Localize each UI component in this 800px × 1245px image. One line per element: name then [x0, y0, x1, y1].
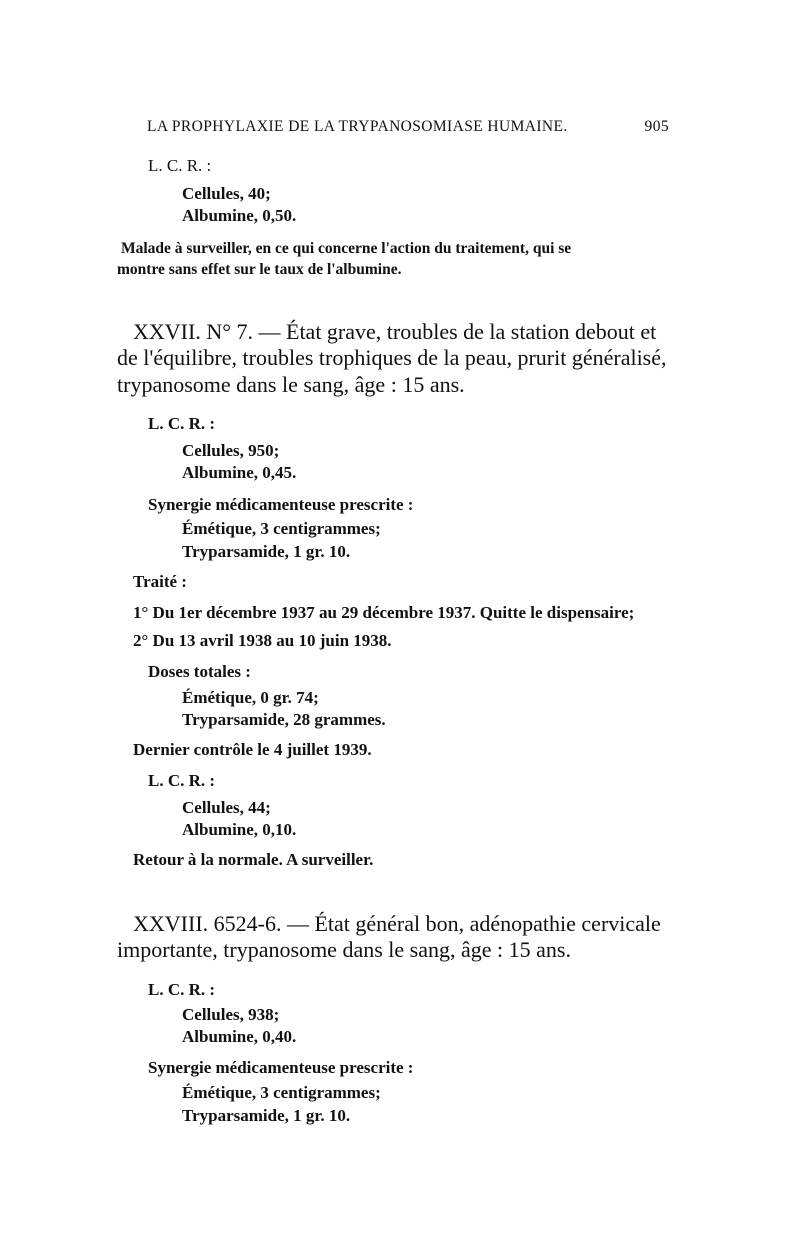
case-heading-line-3: trypanosome dans le sang, âge : 15 ans. [117, 372, 465, 397]
note-line-1: Malade à surveiller, en ce qui concerne l'action du traitement, qui se [121, 240, 572, 257]
doses-label: Doses totales : [148, 662, 251, 681]
emetique-total: Émétique, 0 gr. 74; [182, 688, 319, 707]
albumine-value: Albumine, 0,10. [182, 820, 297, 839]
lcr-label: L. C. R. : [148, 771, 216, 790]
synergie-label: Synergie médicamenteuse prescrite : [148, 1058, 414, 1077]
cellules-value: Cellules, 938; [182, 1005, 280, 1024]
case-heading-line-1: XXVIII. 6524-6. — État général bon, adénopathie cervicale [133, 911, 661, 936]
treatment-period-2: 2° Du 13 avril 1938 au 10 juin 1938. [133, 631, 392, 650]
retour-normale: Retour à la normale. A surveiller. [133, 850, 374, 869]
tryparsamide-total: Tryparsamide, 28 grammes. [182, 710, 386, 729]
treatment-period-1: 1° Du 1er décembre 1937 au 29 décembre 1937. Quitte le dispensaire; [133, 603, 635, 622]
cellules-value: Cellules, 950; [182, 441, 280, 460]
cellules-value: Cellules, 44; [182, 798, 271, 817]
albumine-value: Albumine, 0,45. [182, 463, 297, 482]
emetique-dose: Émétique, 3 centigrammes; [182, 1083, 381, 1102]
dernier-controle: Dernier contrôle le 4 juillet 1939. [133, 740, 372, 759]
albumine-value: Albumine, 0,50. [182, 206, 297, 225]
case-heading-line-2: de l'équilibre, troubles trophiques de la peau, prurit généralisé, [117, 345, 667, 370]
albumine-value: Albumine, 0,40. [182, 1027, 297, 1046]
case-heading-line-2: importante, trypanosome dans le sang, âge : 15 ans. [117, 937, 571, 962]
lcr-label: L. C. R. : [148, 414, 216, 433]
tryparsamide-dose: Tryparsamide, 1 gr. 10. [182, 1106, 351, 1125]
running-head-title: LA PROPHYLAXIE DE LA TRYPANOSOMIASE HUMAINE. [147, 118, 568, 135]
note-line-2: montre sans effet sur le taux de l'albumine. [117, 261, 402, 278]
page-number: 905 [644, 118, 669, 135]
lcr-label: L. C. R. : [148, 156, 212, 175]
emetique-dose: Émétique, 3 centigrammes; [182, 519, 381, 538]
lcr-label: L. C. R. : [148, 980, 216, 999]
synergie-label: Synergie médicamenteuse prescrite : [148, 495, 414, 514]
cellules-value: Cellules, 40; [182, 184, 271, 203]
tryparsamide-dose: Tryparsamide, 1 gr. 10. [182, 542, 351, 561]
traite-label: Traité : [133, 572, 187, 591]
case-heading-line-1: XXVII. N° 7. — État grave, troubles de la station debout et [133, 319, 657, 344]
